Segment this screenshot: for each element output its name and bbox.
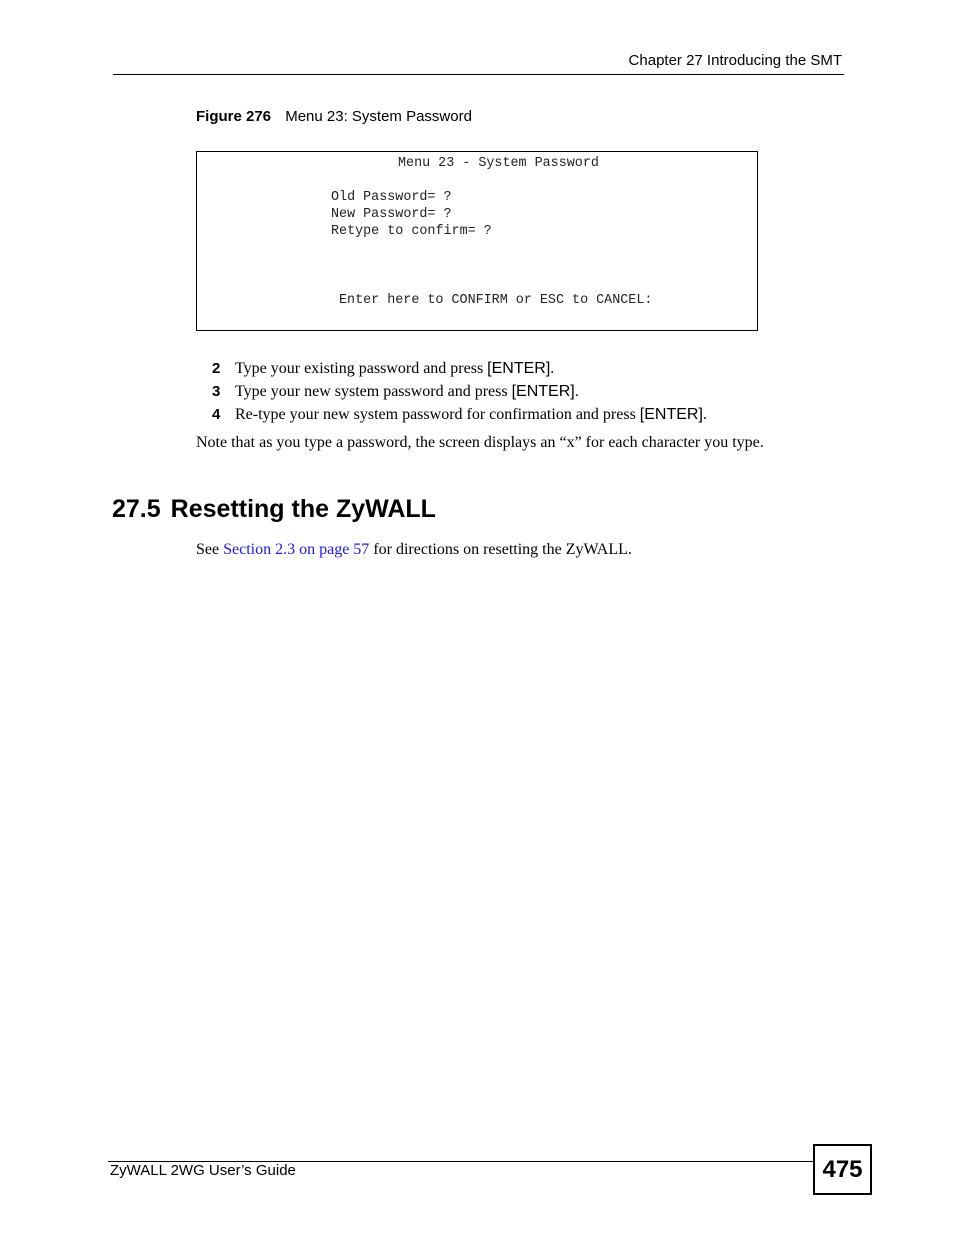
- figure-title: Menu 23: System Password: [285, 108, 472, 125]
- figure-label: Figure 276: [196, 108, 272, 125]
- terminal-old-password: Old Password= ?: [331, 190, 452, 205]
- terminal-retype: Retype to confirm= ?: [331, 224, 492, 239]
- section-number: 27.5: [112, 495, 161, 523]
- section-title: Resetting the ZyWALL: [170, 495, 436, 523]
- section-heading: [112, 495, 436, 524]
- step-number: 2: [212, 360, 221, 377]
- step-text: Type your new system password and press: [235, 383, 512, 400]
- step-number: 4: [212, 406, 221, 423]
- terminal-title: Menu 23 - System Password: [398, 156, 599, 171]
- step-end: .: [550, 360, 555, 377]
- footer-guide-title: ZyWALL 2WG User’s Guide: [110, 1162, 296, 1179]
- step-item: [212, 360, 554, 378]
- figure-caption: [196, 108, 472, 125]
- step-key: [ENTER]: [487, 360, 551, 377]
- page-number: 475: [813, 1144, 872, 1195]
- step-key: [ENTER]: [639, 406, 703, 423]
- step-key: [ENTER]: [511, 383, 575, 400]
- terminal-prompt: Enter here to CONFIRM or ESC to CANCEL:: [339, 293, 653, 308]
- note-paragraph: Note that as you type a password, the screen displays an “x” for each character you type.: [196, 434, 764, 451]
- step-end: .: [574, 383, 579, 400]
- step-item: [212, 406, 707, 424]
- running-header: Chapter 27 Introducing the SMT: [628, 52, 842, 69]
- step-text: Re-type your new system password for confirmation and press: [235, 406, 640, 423]
- step-end: .: [702, 406, 707, 423]
- see-prefix: See: [196, 541, 224, 558]
- terminal-new-password: New Password= ?: [331, 207, 452, 222]
- step-number: 3: [212, 383, 221, 400]
- see-paragraph: [196, 541, 632, 559]
- section-link[interactable]: Section 2.3 on page 57: [223, 541, 370, 558]
- terminal-screen: [196, 151, 758, 331]
- header-divider: [113, 74, 844, 75]
- see-suffix: for directions on resetting the ZyWALL.: [369, 541, 632, 558]
- step-text: Type your existing password and press: [235, 360, 488, 377]
- step-item: [212, 383, 579, 401]
